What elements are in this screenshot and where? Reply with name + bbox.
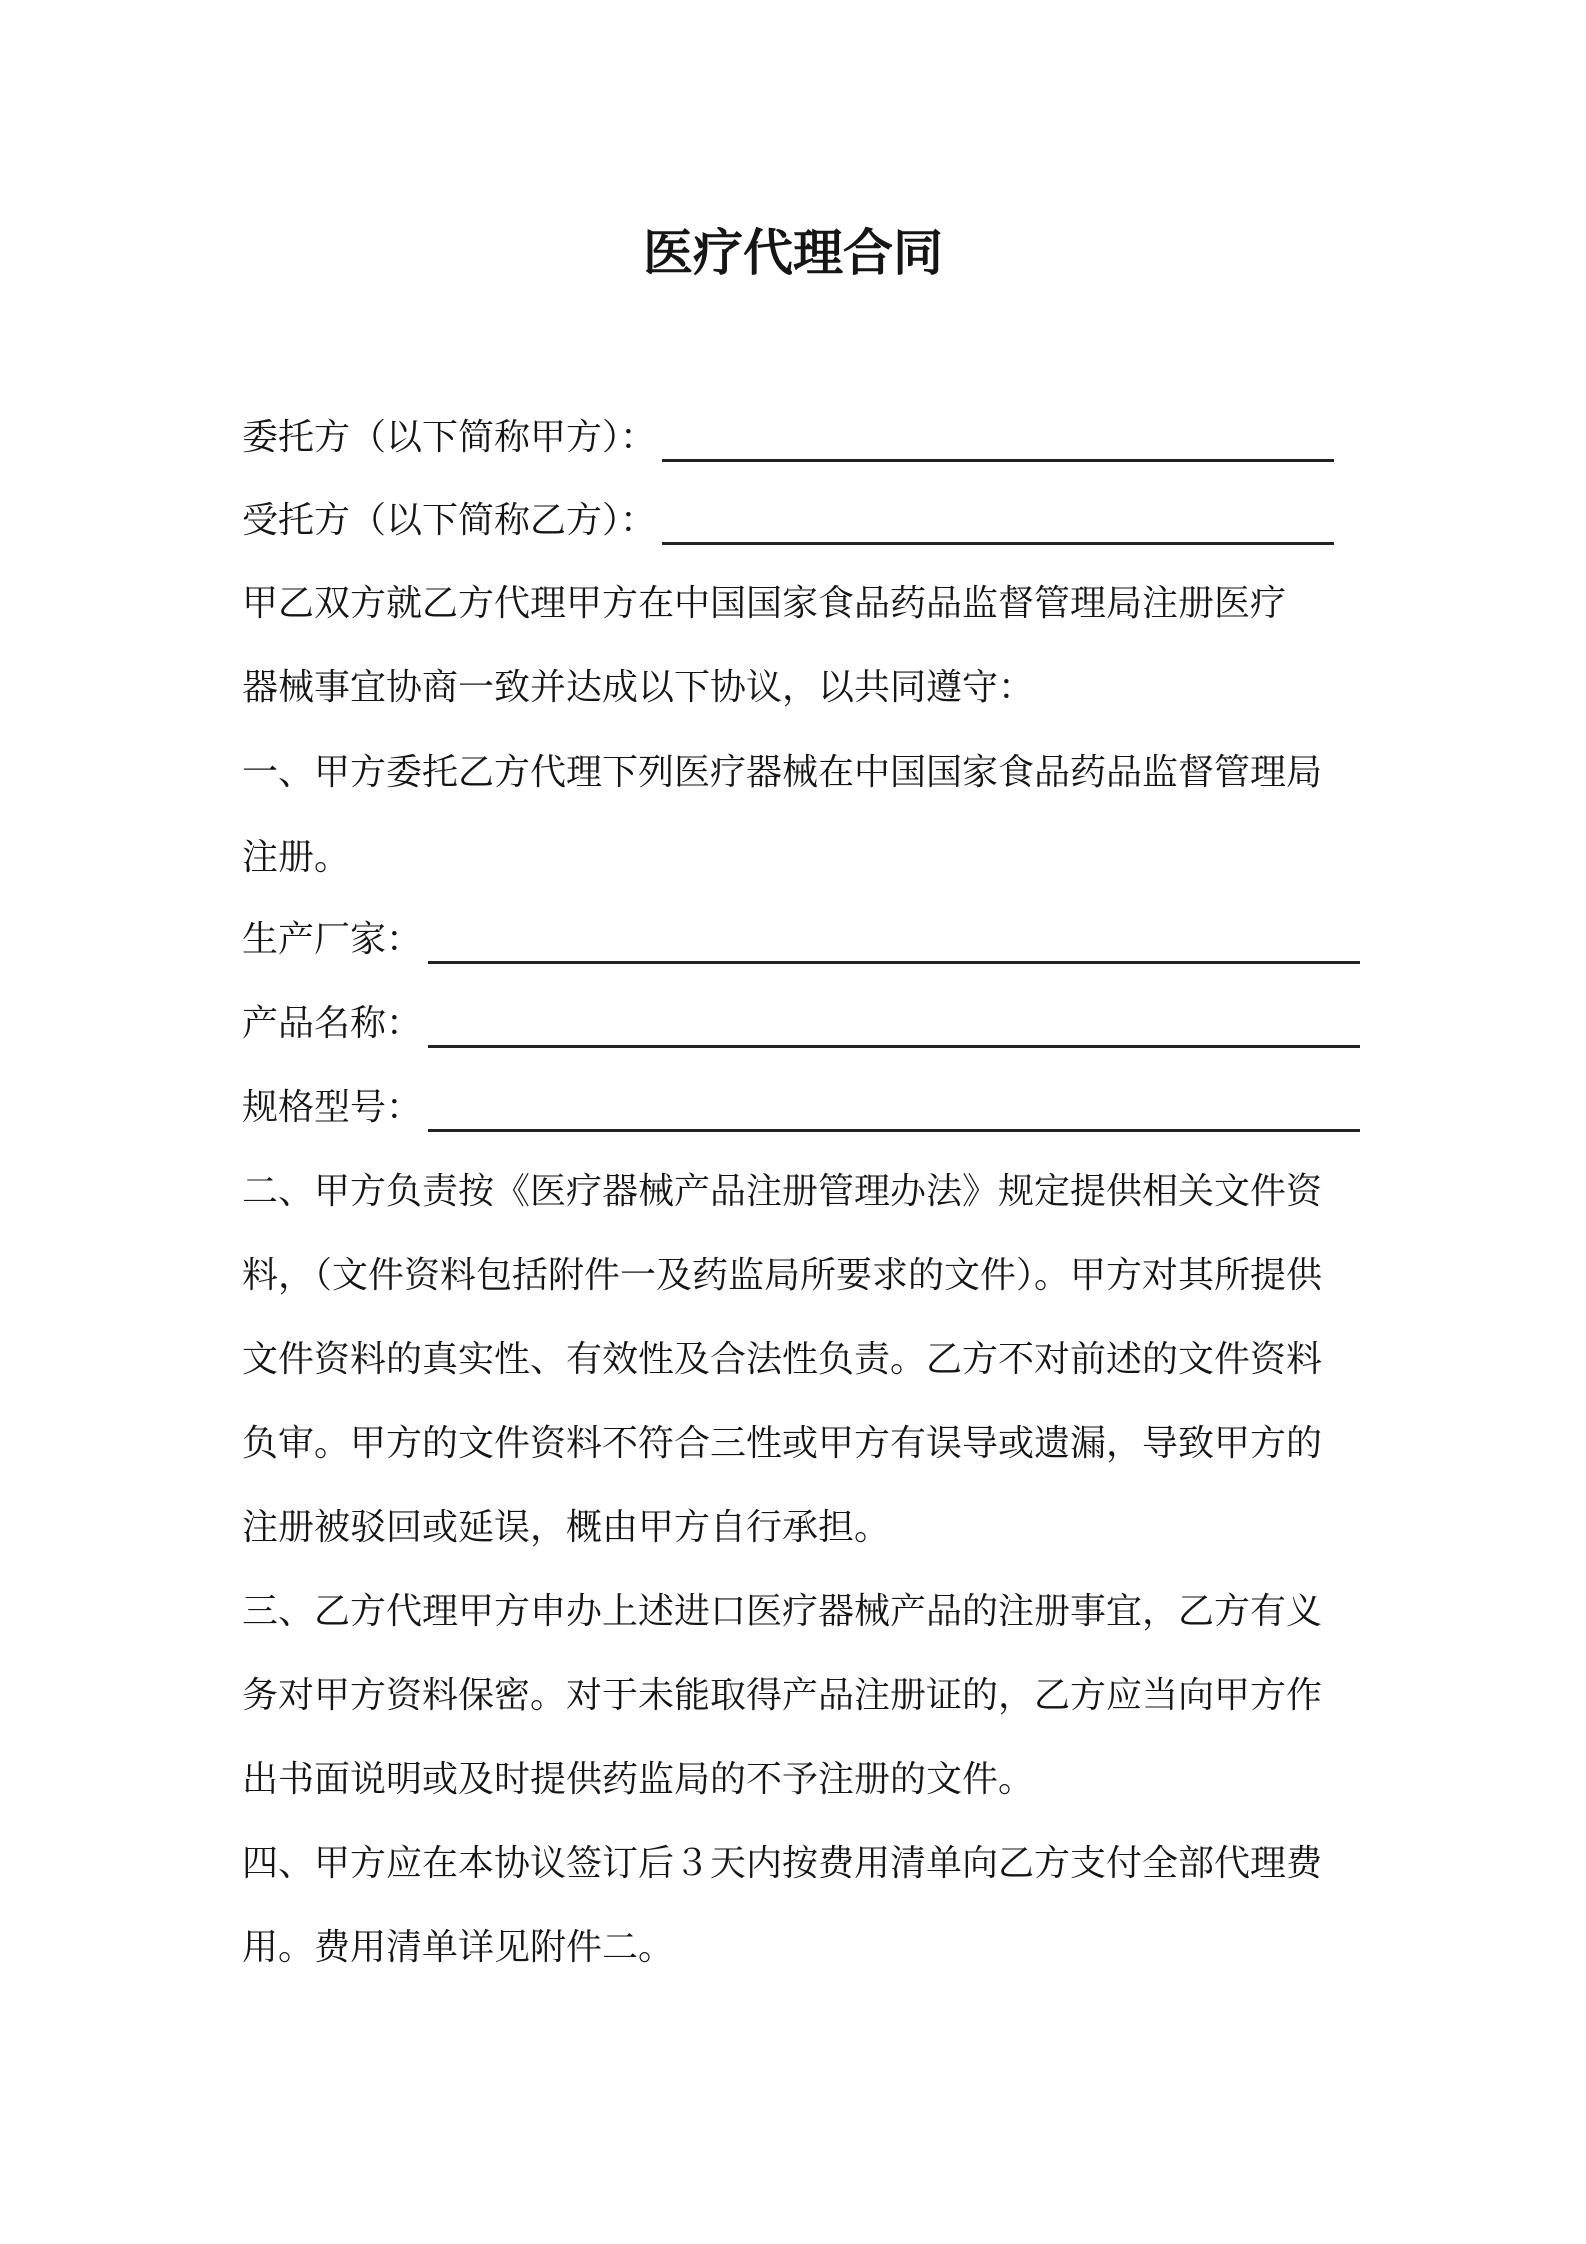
- party-a-blank[interactable]: [662, 425, 1334, 462]
- manufacturer-field: [242, 916, 1360, 964]
- clause2-line-4: 负审。甲方的文件资料不符合三性或甲方有误导或遗漏，导致甲方的: [242, 1423, 1323, 1464]
- clause1-line-1: 一、甲方委托乙方代理下列医疗器械在中国国家食品药品监督管理局: [242, 752, 1323, 793]
- model-blank[interactable]: [428, 1095, 1360, 1132]
- clause3-line-1: 三、乙方代理甲方申办上述进口医疗器械产品的注册事宜，乙方有义: [242, 1591, 1323, 1632]
- clause2-line-1: 二、甲方负责按《医疗器械产品注册管理办法》规定提供相关文件资: [242, 1171, 1323, 1212]
- party-a-field: [242, 414, 1334, 462]
- clause2-line-3: 文件资料的真实性、有效性及合法性负责。乙方不对前述的文件资料: [242, 1339, 1323, 1380]
- manufacturer-label: 生产厂家：: [242, 919, 423, 960]
- party-b-label: 受托方（以下简称乙方）：: [242, 500, 657, 541]
- clause1-line-2: 注册。: [242, 837, 351, 878]
- manufacturer-blank[interactable]: [428, 927, 1360, 964]
- clause3-line-2: 务对甲方资料保密。对于未能取得产品注册证的，乙方应当向甲方作: [242, 1675, 1323, 1716]
- party-b-blank[interactable]: [662, 508, 1334, 545]
- clause2-line-5: 注册被驳回或延误，概由甲方自行承担。: [242, 1507, 891, 1548]
- party-a-label: 委托方（以下简称甲方）：: [242, 417, 657, 458]
- product-name-blank[interactable]: [428, 1011, 1360, 1048]
- model-label: 规格型号：: [242, 1087, 423, 1128]
- clause2-line-2: 料，（文件资料包括附件一及药监局所要求的文件）。甲方对其所提供: [242, 1255, 1323, 1296]
- product-name-field: [242, 1000, 1360, 1048]
- document-title: 医疗代理合同: [643, 224, 943, 282]
- preamble-line-1: 甲乙双方就乙方代理甲方在中国国家食品药品监督管理局注册医疗: [242, 583, 1287, 624]
- product-name-label: 产品名称：: [242, 1003, 423, 1044]
- model-field: [242, 1084, 1360, 1132]
- clause3-line-3: 出书面说明或及时提供药监局的不予注册的文件。: [242, 1759, 1035, 1800]
- preamble-line-2: 器械事宜协商一致并达成以下协议，以共同遵守：: [242, 667, 1035, 708]
- clause4-line-1: 四、甲方应在本协议签订后３天内按费用清单向乙方支付全部代理费: [242, 1843, 1323, 1884]
- clause4-line-2: 用。费用清单详见附件二。: [242, 1927, 675, 1968]
- party-b-field: [242, 497, 1334, 545]
